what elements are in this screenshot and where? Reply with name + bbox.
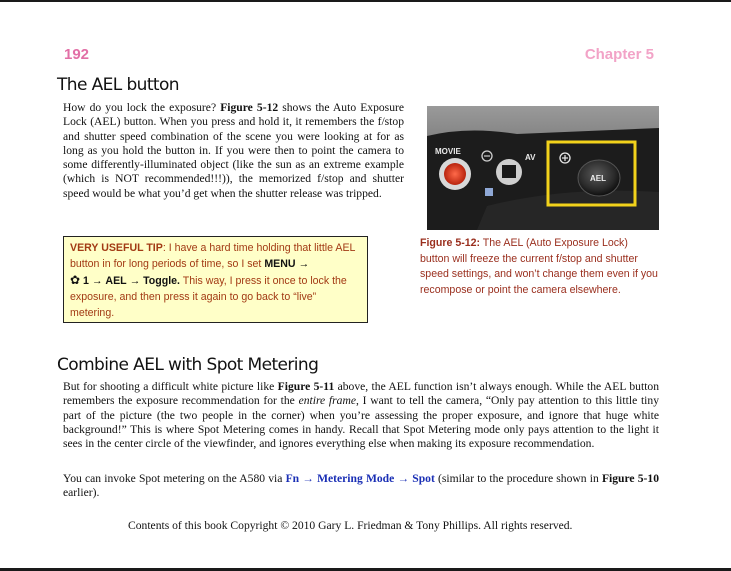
section-heading-ael: The AEL button [57, 75, 179, 95]
caption-label: Figure 5-12: [420, 237, 481, 249]
text-run: (similar to the procedure shown in [434, 472, 602, 485]
figure-reference: Figure 5-12 [220, 101, 279, 114]
gear-icon: ✿ [70, 273, 81, 287]
arrow-icon: → [91, 275, 103, 287]
menu-path-step: 1 [83, 275, 89, 287]
menu-path-fn: Fn [285, 472, 300, 485]
tip-text: : I have a hard time holding that little AEL button in for long periods of time, so I set [70, 242, 356, 270]
text-run: earlier). [63, 486, 100, 500]
text-run: above, the AEL function isn’t always enough. While the AEL button remembers the exposure recommendation for the [63, 380, 660, 408]
arrow-icon: → [302, 472, 314, 485]
text-run: shows the Auto Exposure Lock (AEL) button. When you press and hold it, it remembers the f/stop and shutter speed combination of the scene you were looking at for as long as you hold the button in. If you were then to point the camera to some differently-illuminated object (like the sun as an extreme example (which is NOT recommended!!!)), the memorized f/stop and shutter speed would be what you’d get when the shutter release was tripped. [63, 101, 404, 200]
playback-icon [502, 165, 516, 178]
spot-paragraph-2 [63, 472, 659, 501]
chapter-title: Chapter 5 [584, 46, 654, 63]
caption-text: The AEL (Auto Exposure Lock) button will freeze the current f/stop and shutter speed settings, and won’t change them even if you recompose or point the camera elsewhere. [420, 237, 658, 296]
grid-icon [485, 188, 493, 196]
av-label: AV [525, 153, 536, 162]
menu-path-spot: Spot [412, 472, 435, 485]
figure-reference: Figure 5-11 [277, 380, 335, 393]
figure-reference: Figure 5-10 [601, 472, 659, 485]
ael-paragraph [63, 101, 404, 201]
page-number: 192 [64, 46, 90, 63]
arrow-icon: → [397, 472, 410, 485]
menu-path-step: Toggle [143, 275, 178, 287]
tip-period: . [177, 275, 180, 287]
figure-caption [420, 236, 660, 298]
arrow-icon: → [298, 258, 310, 270]
movie-record-icon [444, 163, 466, 185]
text-run: , I want to tell the camera, “Only pay attention to this little tiny part of the picture (the two people in the corner) when you’re assessing the proper exposure, and ignore that huge white background!” This is where Spot Metering comes in handy. Recall that Spot Metering mode only pays attention to the light it sees in the center circle of the viewfinder, and ignores everything else when making its exposure recommendation. [63, 394, 659, 451]
top-border [0, 0, 731, 2]
camera-ael-photo [427, 106, 659, 230]
spot-paragraph-1 [63, 380, 659, 451]
menu-path-metering-mode: Metering Mode [317, 472, 395, 485]
text-run: You can invoke Spot metering on the A580 via [63, 472, 286, 485]
section-heading-spot: Combine AEL with Spot Metering [57, 355, 319, 375]
arrow-icon: → [129, 275, 141, 287]
menu-label: MENU [264, 258, 296, 270]
tip-text: This way, I press it once to lock the exposure, and then press it again to go back to “live” metering. [70, 275, 347, 319]
useful-tip-box [63, 236, 368, 323]
tip-lead: VERY USEFUL TIP [70, 242, 163, 254]
ael-label: AEL [590, 174, 606, 183]
copyright-footer: Contents of this book Copyright © 2010 Gary L. Friedman & Tony Phillips. All rights reserved. [128, 519, 573, 532]
emphasis: entire frame [298, 394, 356, 408]
text-run: But for shooting a difficult white picture like [63, 380, 278, 393]
menu-path-step: AEL [105, 275, 127, 287]
text-run: How do you lock the exposure? [63, 101, 221, 114]
movie-label: MOVIE [435, 147, 461, 156]
